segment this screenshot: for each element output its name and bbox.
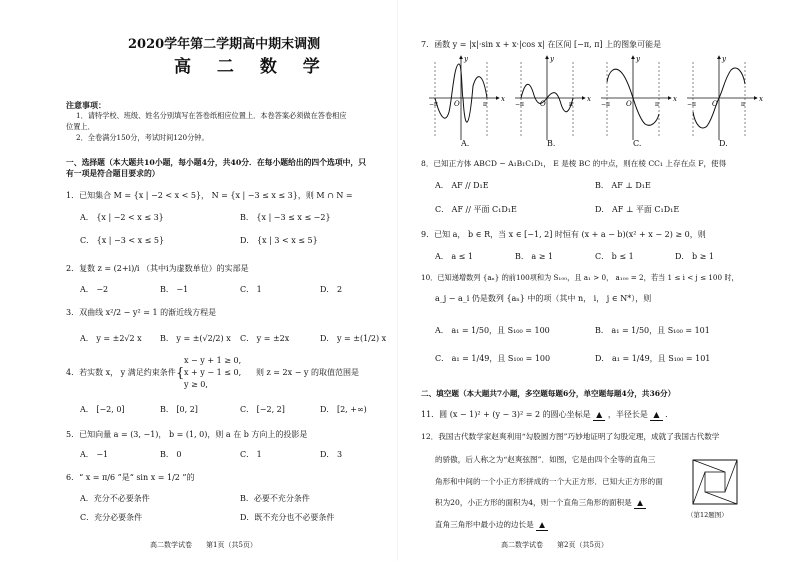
q5-option-d: D． 3 [320, 450, 343, 459]
q7-a-y-label: y [464, 55, 468, 63]
q10-option-b: B． a₁ = 1/50，且 S₁₀₀ = 101 [595, 326, 710, 335]
q10-stem: 10．已知递增数列 {aₙ} 的前100项和为 S₁₀₀，且 a₁ > 0， a₁₀₀ = 2，若当 1 ≤ i < j ≤ 100 时， [421, 273, 739, 282]
q11-blank-2: ▲ [650, 410, 662, 421]
q8-option-a: A． AF // D₁E [435, 181, 489, 190]
q7-c-y-label: y [636, 55, 640, 63]
q4-constraint-3: y ≥ 0, [184, 380, 208, 389]
q4-option-b: B． [0, 2] [160, 405, 198, 414]
section1-heading-2: 有一项是符合题目要求的） [66, 169, 160, 178]
q3-option-c: C． y = ±2x [240, 334, 290, 343]
page-1-footer: 高二数学试卷 第1页（共5页） [150, 541, 257, 549]
q11-text-pre: 11．圆 (x − 1)² + (y − 3)² = 2 的圆心坐标是 [421, 410, 591, 419]
q7-c-neg-pi: −π [601, 101, 610, 108]
q3-stem: 3．双曲线 x²/2 − y² = 1 的渐近线方程是 [66, 308, 217, 317]
q7-c-x-label: x [673, 95, 677, 103]
notice-line-2: 位置上． [66, 122, 95, 131]
q7-b-pi: π [569, 101, 573, 108]
q7-a-neg-pi: −π [429, 101, 438, 108]
q7-b-neg-pi: −π [515, 101, 524, 108]
zhao-shuang-figure [691, 458, 739, 506]
q5-option-c: C． 1 [240, 450, 262, 459]
q4-brace: { [176, 366, 185, 381]
q7-graph-a [429, 55, 505, 140]
notice-line-1: 1．请特学校、班级、姓名分别填写在答卷纸相应位置上．本卷答案必须做在答卷相应 [76, 111, 347, 120]
q6-option-a: A．充分不必要条件 [80, 494, 150, 503]
q1-stem: 1．已知集合 M = {x | −2 < x < 5}， N = {x | −3 ≤ x ≤ 3}，则 M ∩ N = [66, 191, 353, 200]
section1-heading-1: 一、选择题（本大题共10小题，每小题4分，共40分．在每小题给出的四个选项中，只 [66, 158, 367, 167]
q7-d-y-label: y [722, 55, 726, 63]
q9-option-b: B． a ≥ 1 [515, 252, 554, 261]
q12-blank-2: ▲ [536, 520, 548, 531]
q7-d-origin: O [712, 100, 718, 108]
q2-stem: 2．复数 z = (2+i)/i （其中i为虚数单位）的实部是 [66, 264, 249, 273]
q1-option-a: A． {x | −2 < x ≤ 3} [80, 213, 164, 222]
q12-line-5 [435, 520, 548, 531]
q6-stem: 6．“ x = π/6 ”是“ sin x = 1/2 ”的 [66, 473, 195, 482]
q12-line-3: 角形和中间的一个小正方形拼成的一个大正方形．已知大正方形的面 [435, 477, 663, 486]
q7-a-x-label: x [501, 95, 505, 103]
q7-stem: 7．函数 y = |x|·sin x + x·|cos x| 在区间 [−π, π] 上的图象可能是 [421, 40, 662, 49]
q12-blank-1: ▲ [634, 498, 646, 509]
exam-title: 2020学年第二学期高中期末调测 [128, 37, 321, 52]
q2-option-c: C． 1 [240, 285, 262, 294]
q4-stem: 4．若实数 x， y 满足约束条件 [66, 368, 176, 377]
q10-option-d: D． a₁ = 1/49，且 S₁₀₀ = 101 [595, 354, 711, 363]
section2-heading: 二、填空题（本大题共7小题，多空题每题6分，单空题每题4分，共36分） [421, 389, 676, 398]
q8-option-c: C． AF // 平面 C₁D₁E [435, 205, 517, 214]
q2-option-b: B． −1 [160, 285, 189, 294]
q9-option-c: C． b ≤ 1 [595, 252, 634, 261]
q11-text-mid: ，半径长是 [607, 410, 648, 419]
q11-blank-1: ▲ [593, 410, 605, 421]
q7-label-a: A. [461, 139, 470, 148]
q7-c-pi: π [655, 101, 659, 108]
q4-option-d: D． [2, +∞) [320, 405, 367, 414]
q10-option-a: A． a₁ = 1/50，且 S₁₀₀ = 100 [435, 326, 550, 335]
q9-option-d: D． b ≥ 1 [675, 252, 714, 261]
q7-b-y-label: y [550, 55, 554, 63]
q7-graph-b [515, 55, 591, 140]
q5-option-b: B． 0 [160, 450, 182, 459]
q7-b-x-label: x [587, 95, 591, 103]
q9-option-a: A． a ≤ 1 [435, 252, 473, 261]
q12-figure-caption: （第12题图） [687, 511, 728, 519]
q3-option-b: B． y = ±(√2/2) x [160, 334, 231, 343]
q7-b-origin: O [540, 100, 546, 108]
q10-stem-2: a_j − a_i 仍是数列 {aₙ} 中的项（其中 n， i， j ∈ N*），则 [435, 294, 652, 303]
page-2-footer: 高二数学试卷 第2页（共5页） [501, 541, 608, 549]
q12-line-4 [435, 498, 646, 509]
q1-option-b: B． {x | −3 ≤ x ≤ −2} [240, 213, 331, 222]
q7-label-b: B. [547, 139, 556, 148]
q11-line [421, 410, 673, 421]
q6-option-b: B．必要不充分条件 [240, 494, 310, 503]
q7-d-pi: π [741, 101, 745, 108]
q1-option-d: D． {x | 3 < x ≤ 5} [240, 236, 318, 245]
q6-option-d: D．既不充分也不必要条件 [240, 513, 335, 522]
q7-c-origin: O [626, 100, 632, 108]
q8-option-b: B． AF ⊥ D₁E [595, 181, 651, 190]
q7-a-origin: O [454, 100, 460, 108]
q10-option-c: C． a₁ = 1/49，且 S₁₀₀ = 100 [435, 354, 551, 363]
q8-stem: 8．已知正方体 ABCD − A₁B₁C₁D₁， E 是棱 BC 的中点，则在棱 CC₁ 上存在点 F，使得 [421, 159, 727, 168]
q12-line-5-text: 直角三角形中最小边的边长是 [435, 520, 534, 529]
q7-graphs [427, 52, 767, 144]
q7-label-d: D. [719, 139, 728, 148]
q4-tail: 则 z = 2x − y 的取值范围是 [256, 368, 359, 377]
q7-label-c: C. [633, 139, 642, 148]
q2-option-a: A． −2 [80, 285, 109, 294]
q5-option-a: A． −1 [80, 450, 109, 459]
page-2 [397, 0, 794, 561]
q3-option-d: D． y = ±(1/2) x [320, 334, 387, 343]
q7-graph-c [601, 55, 677, 140]
q11-text-end: ． [665, 410, 674, 419]
q12-line-1: 12．我国古代数学家赵爽利用“勾股圆方图”巧妙地证明了勾股定理，成就了我国古代数学 [421, 432, 720, 441]
q1-option-c: C． {x | −3 < x ≤ 5} [80, 236, 165, 245]
notice-heading: 注意事项： [66, 100, 106, 110]
q7-d-x-label: x [759, 95, 763, 103]
q6-option-c: C．充分必要条件 [80, 513, 143, 522]
q2-option-d: D． 2 [320, 285, 343, 294]
exam-subject: 高 二 数 学 [174, 57, 330, 77]
q3-option-a: A． y = ±2√2 x [80, 334, 142, 343]
q7-graph-d [687, 55, 763, 140]
q4-constraint-2: x + y − 1 ≤ 0, [184, 368, 242, 377]
q5-stem: 5．已知向量 a = (3, −1)， b = (1, 0)，则 a 在 b 方向上的投影是 [66, 430, 308, 439]
q9-stem: 9．已知 a， b ∈ R，当 x ∈ [−1, 2] 时恒有 (x + a − b)(x² + x − 2) ≥ 0，则 [421, 230, 706, 239]
q4-constraint-1: x − y + 1 ≥ 0, [184, 356, 242, 365]
q4-option-c: C． [−2, 2] [240, 405, 285, 414]
q7-a-pi: π [483, 101, 487, 108]
q12-line-4-text: 积为20，小正方形的面积为4，则一个直角三角形的面积是 [435, 498, 632, 507]
notice-line-3: 2．全卷满分150分，考试时间120分钟。 [76, 133, 209, 142]
q4-option-a: A． [−2, 0] [80, 405, 125, 414]
q8-option-d: D． AF ⊥ 平面 C₁D₁E [595, 205, 680, 214]
q7-d-neg-pi: −π [687, 101, 696, 108]
q12-line-2: 的骄傲，后人称之为“赵爽弦图”．如图，它是由四个全等的直角三 [435, 455, 656, 464]
